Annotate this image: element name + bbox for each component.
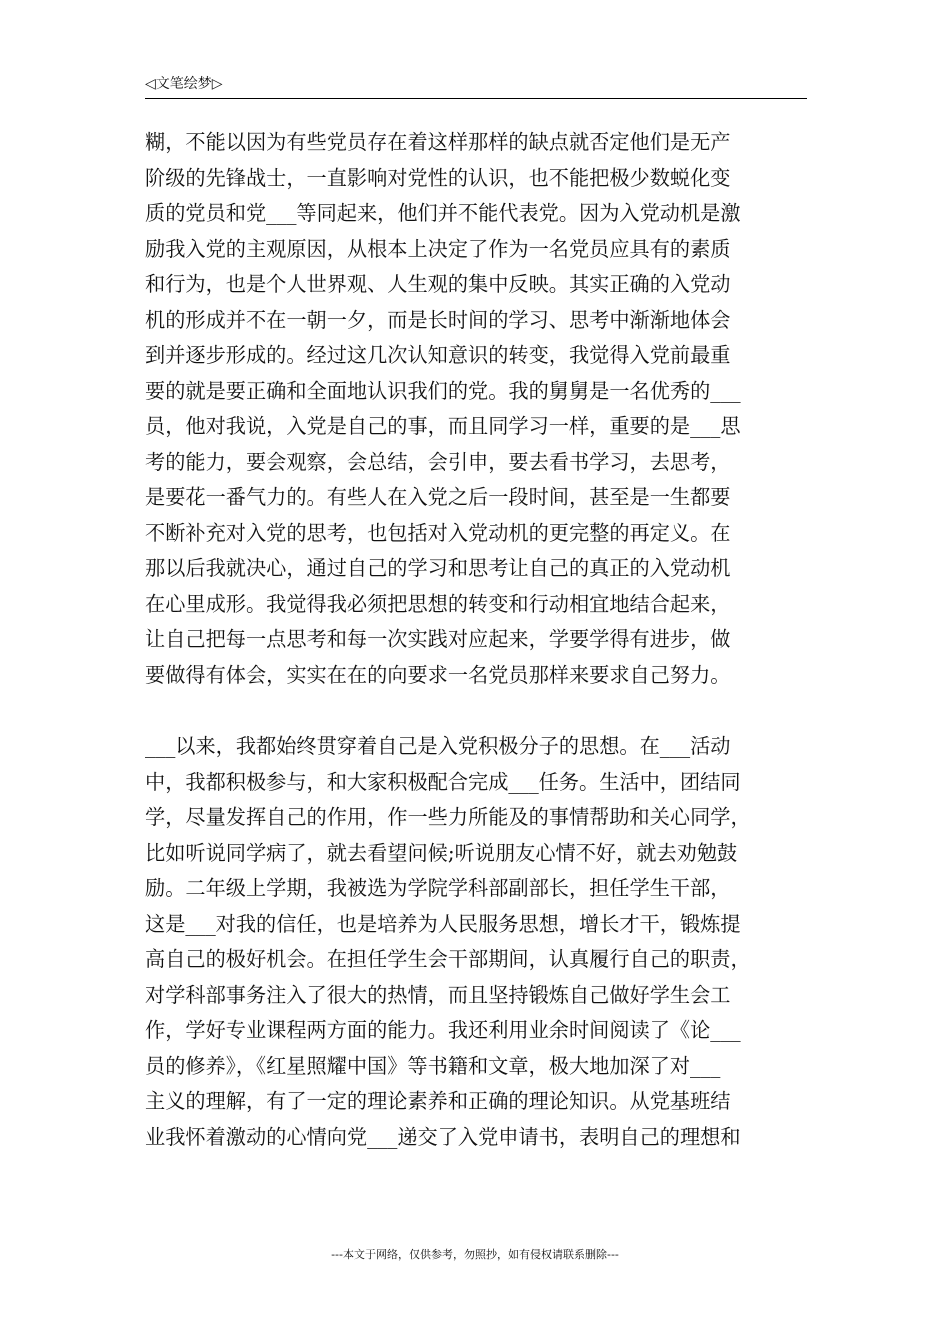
text-line: 阶级的先锋战士，一直影响对党性的认识，也不能把极少数蜕化变 [145,165,731,190]
text-line: 作，学好专业课程两方面的能力。我还利用业余时间阅读了《论___ [145,1018,741,1042]
text-line: 到并逐步形成的。经过这几次认知意识的转变，我觉得入党前最重 [145,343,731,367]
text-line: 质的党员和党___等同起来，他们并不能代表党。因为入党动机是激 [145,201,741,225]
text-line: 和行为，也是个人世界观、人生观的集中反映。其实正确的入党动 [145,272,731,296]
text-line: 励我入党的主观原因，从根本上决定了作为一名党员应具有的素质 [145,236,731,261]
text-line: 学，尽量发挥自己的作用，作一些力所能及的事情帮助和关心同学， [145,805,751,829]
text-line: 不断补充对入党的思考，也包括对入党动机的更完整的再定义。在 [145,520,731,545]
text-line: 要做得有体会，实实在在的向要求一名党员那样来要求自己努力。 [145,662,731,687]
text-line: 励。二年级上学期，我被选为学院学科部副部长，担任学生干部， [145,876,731,900]
text-line: 比如听说同学病了，就去看望问候;听说朋友心情不好，就去劝勉鼓 [145,840,738,865]
text-line: 员的修养》，《红星照耀中国》等书籍和文章，极大地加深了对___ [145,1053,721,1078]
text-line: 高自己的极好机会。在担任学生会干部期间，认真履行自己的职责， [145,947,751,971]
text-line: 这是___对我的信任，也是培养为人民服务思想，增长才干，锻炼提 [145,911,741,936]
page-footer: ---本文于网络，仅供参考，勿照抄，如有侵权请联系删除--- [331,1248,619,1261]
text-line: 员，他对我说，入党是自己的事，而且同学习一样，重要的是___思 [145,414,741,438]
paragraph-2 [145,729,810,1155]
text-line: 是要花一番气力的。有些人在入党之后一段时间，甚至是一生都要 [145,485,731,509]
text-line: 考的能力，要会观察，会总结，会引申，要去看书学习，去思考， [145,449,731,474]
header-title: ◁文笔绘梦▷ [145,76,223,92]
page-header [145,74,807,99]
text-line: 业我怀着激动的心情向党___递交了入党申请书，表明自己的理想和 [145,1124,741,1149]
document-body [145,125,810,1155]
text-line: ___以来，我都始终贯穿着自己是入党积极分子的思想。在___活动 [145,734,731,758]
text-line: 要的就是要正确和全面地认识我们的党。我的舅舅是一名优秀的___ [145,378,741,403]
paragraph-1 [145,125,810,693]
text-line: 那以后我就决心，通过自己的学习和思考让自己的真正的入党动机 [145,556,731,580]
text-line: 机的形成并不在一朝一夕，而是长时间的学习、思考中渐渐地体会 [145,307,731,332]
text-line: 糊，不能以因为有些党员存在着这样那样的缺点就否定他们是无产 [145,130,731,154]
text-line: 中，我都积极参与，和大家积极配合完成___任务。生活中，团结同 [145,769,741,794]
text-line: 主义的理解，有了一定的理论素养和正确的理论知识。从党基班结 [145,1089,731,1113]
text-line: 对学科部事务注入了很大的热情，而且坚持锻炼自己做好学生会工 [145,982,731,1007]
text-line: 在心里成形。我觉得我必须把思想的转变和行动相宜地结合起来， [145,591,731,616]
text-line: 让自己把每一点思考和每一次实践对应起来，学要学得有进步，做 [145,627,731,651]
